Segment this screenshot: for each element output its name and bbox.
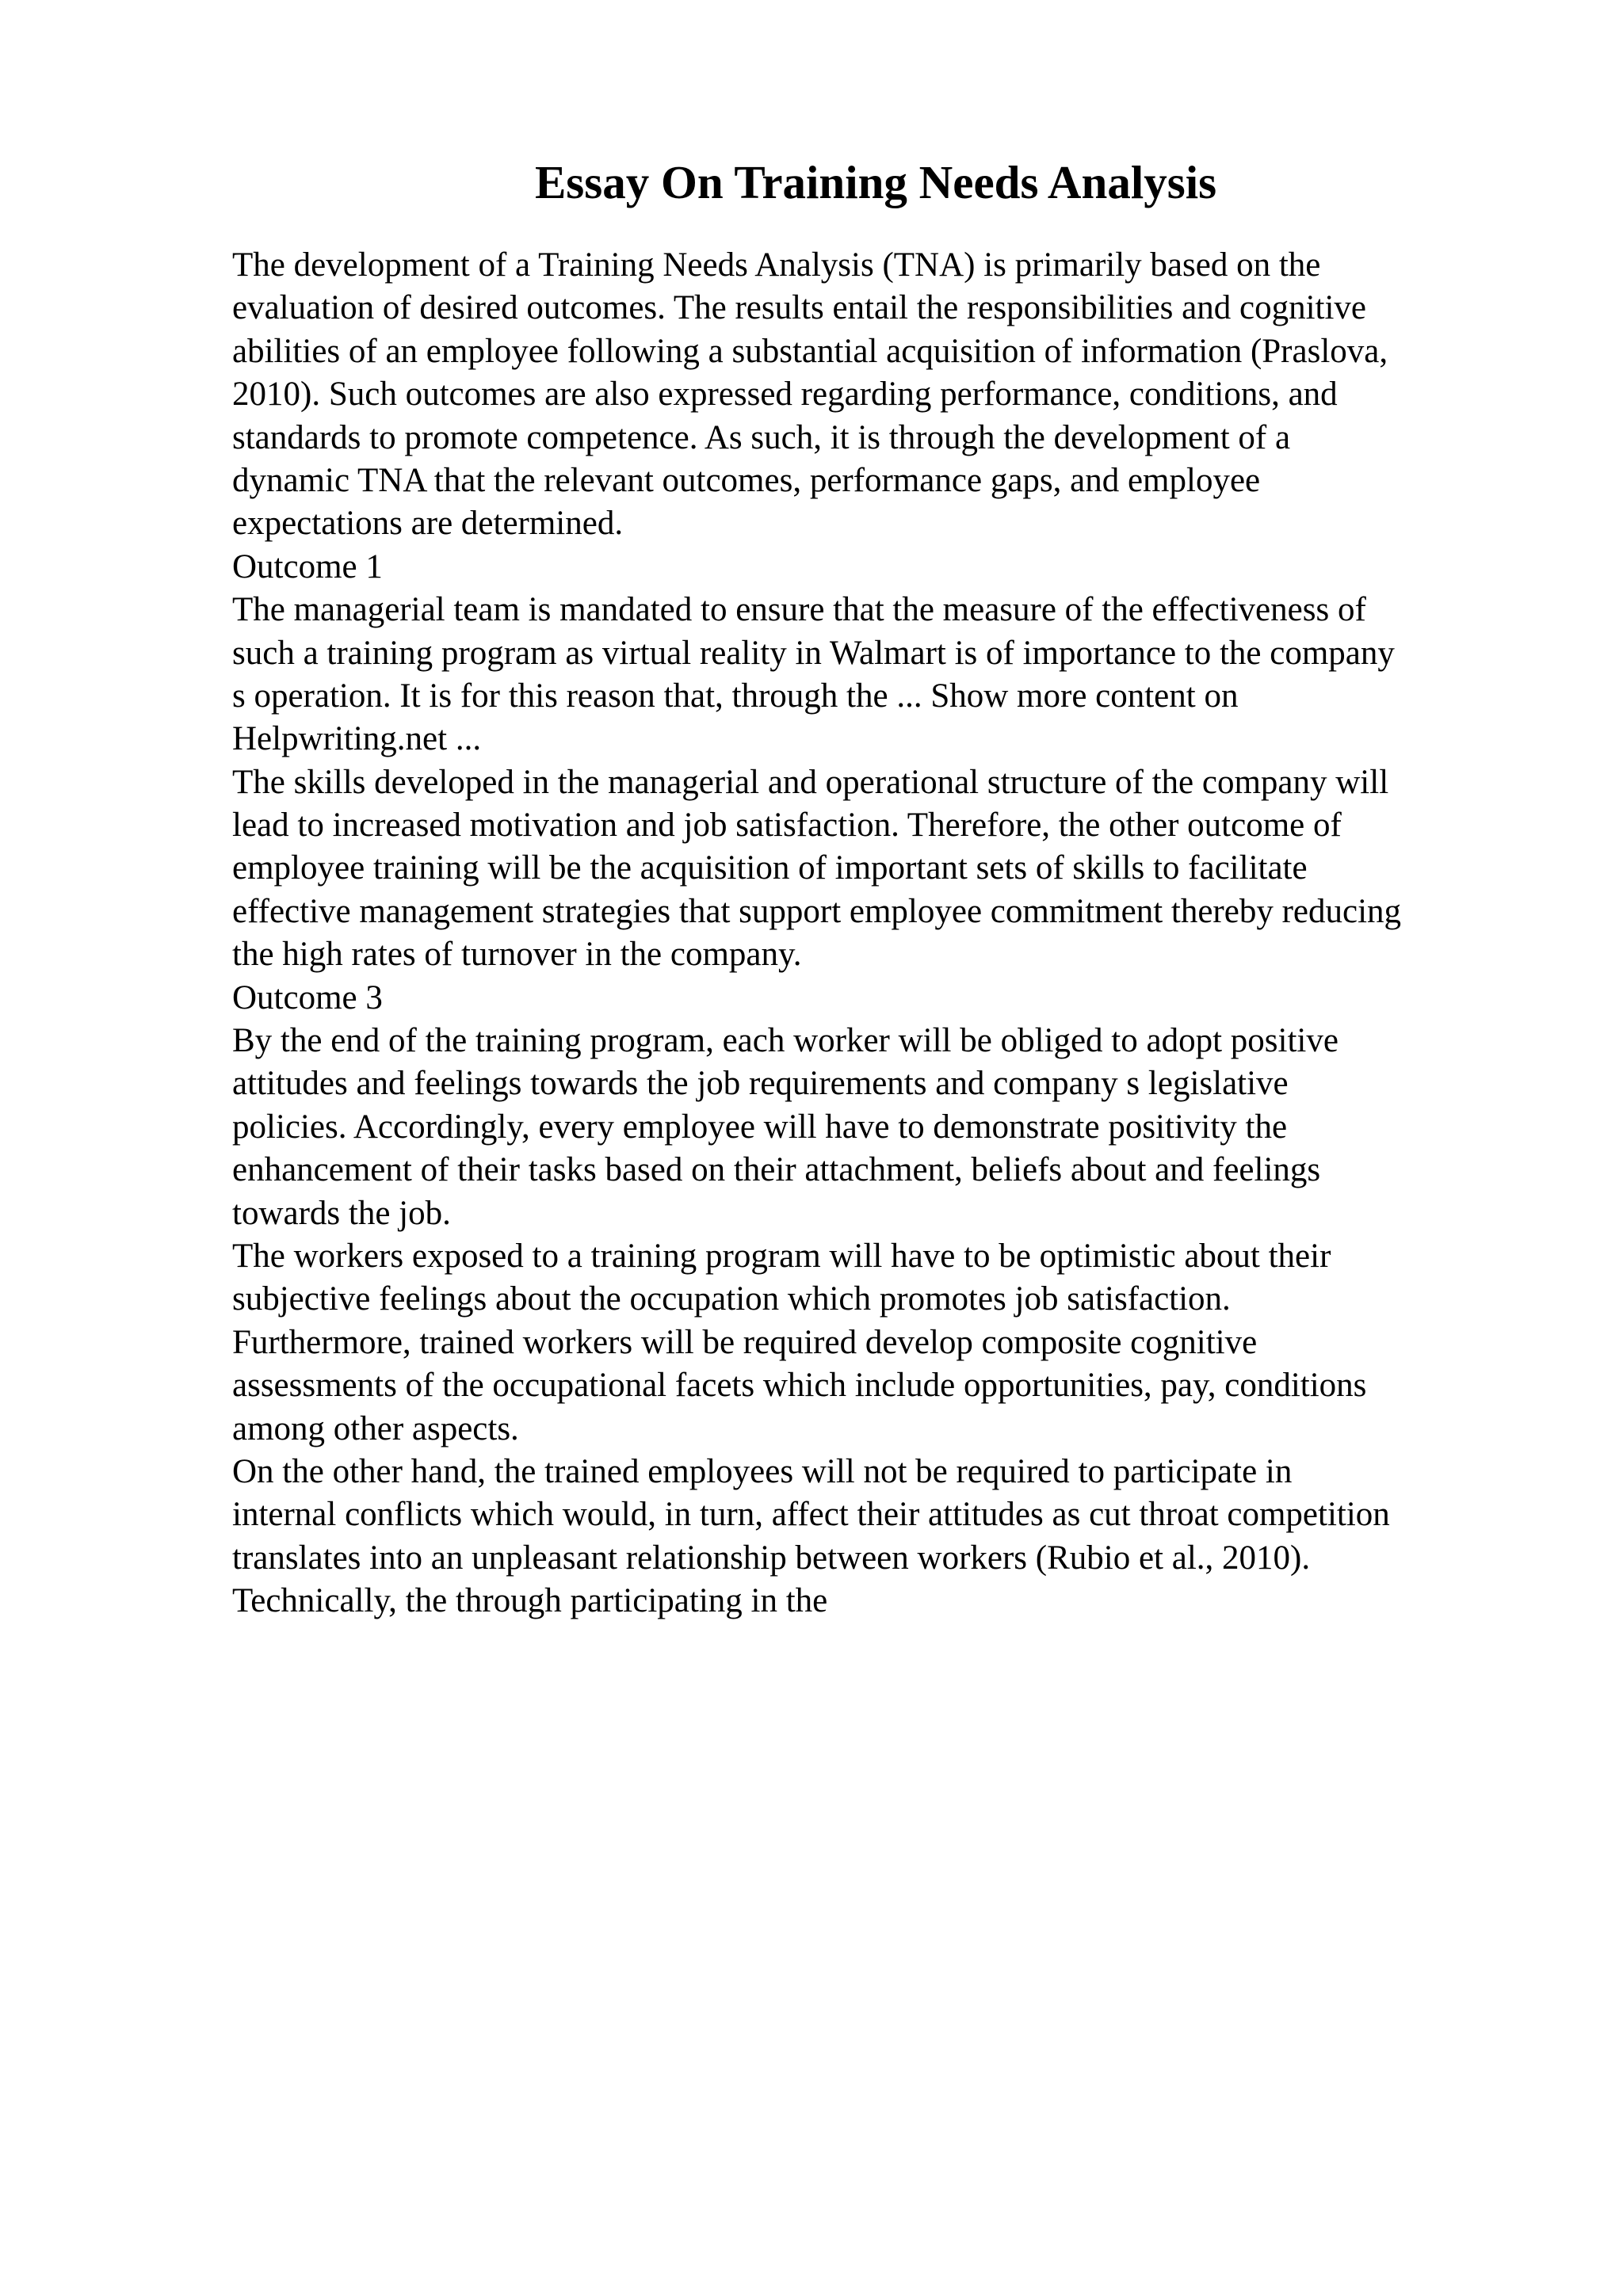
body-line: translates into an unpleasant relationship between workers (Rubio et al., 2010). xyxy=(232,1539,1311,1577)
document-body xyxy=(232,244,1595,1623)
body-line: policies. Accordingly, every employee will have to demonstrate positivity the xyxy=(232,1108,1288,1146)
body-line: By the end of the training program, each worker will be obliged to adopt positive xyxy=(232,1022,1338,1060)
body-line: internal conflicts which would, in turn, affect their attitudes as cut throat competition xyxy=(232,1496,1390,1534)
body-line: attitudes and feelings towards the job requirements and company s legislative xyxy=(232,1065,1289,1103)
body-line: Helpwriting.net ... xyxy=(232,720,482,758)
body-line: among other aspects. xyxy=(232,1409,519,1447)
body-line: subjective feelings about the occupation which promotes job satisfaction. xyxy=(232,1280,1231,1318)
body-line: employee training will be the acquisition of important sets of skills to facilitate xyxy=(232,849,1308,887)
document-title: Essay On Training Needs Analysis xyxy=(534,156,1217,208)
body-line: towards the job. xyxy=(232,1194,451,1232)
body-line: The development of a Training Needs Analysis (TNA) is primarily based on the xyxy=(232,246,1321,284)
body-line: The managerial team is mandated to ensure that the measure of the effectiveness of xyxy=(232,591,1366,629)
body-line: Furthermore, trained workers will be required develop composite cognitive xyxy=(232,1323,1258,1361)
body-line: The skills developed in the managerial and operational structure of the company will xyxy=(232,763,1389,801)
body-line: abilities of an employee following a substantial acquisition of information (Praslova, xyxy=(232,332,1388,370)
body-line: s operation. It is for this reason that, through the ... Show more content on xyxy=(232,677,1239,715)
body-line: lead to increased motivation and job satisfaction. Therefore, the other outcome of xyxy=(232,807,1342,845)
body-line: effective management strategies that support employee commitment thereby reducing xyxy=(232,892,1402,930)
body-line: enhancement of their tasks based on their attachment, beliefs about and feelings xyxy=(232,1151,1321,1189)
body-line: such a training program as virtual reality in Walmart is of importance to the company xyxy=(232,634,1395,672)
body-line: 2010). Such outcomes are also expressed regarding performance, conditions, and xyxy=(232,376,1338,414)
body-line: assessments of the occupational facets which include opportunities, pay, conditions xyxy=(232,1367,1367,1405)
body-line: Technically, the through participating in the xyxy=(232,1582,828,1620)
body-line: On the other hand, the trained employees will not be required to participate in xyxy=(232,1452,1293,1490)
section-heading-outcome-3: Outcome 3 xyxy=(232,978,383,1016)
body-line: the high rates of turnover in the company. xyxy=(232,936,802,974)
body-line: evaluation of desired outcomes. The results entail the responsibilities and cognitive xyxy=(232,289,1366,327)
body-line: dynamic TNA that the relevant outcomes, performance gaps, and employee xyxy=(232,461,1261,499)
body-line: standards to promote competence. As such, it is through the development of a xyxy=(232,418,1291,456)
body-line: The workers exposed to a training program will have to be optimistic about their xyxy=(232,1237,1331,1275)
body-line: expectations are determined. xyxy=(232,505,624,543)
section-heading-outcome-1: Outcome 1 xyxy=(232,547,383,585)
